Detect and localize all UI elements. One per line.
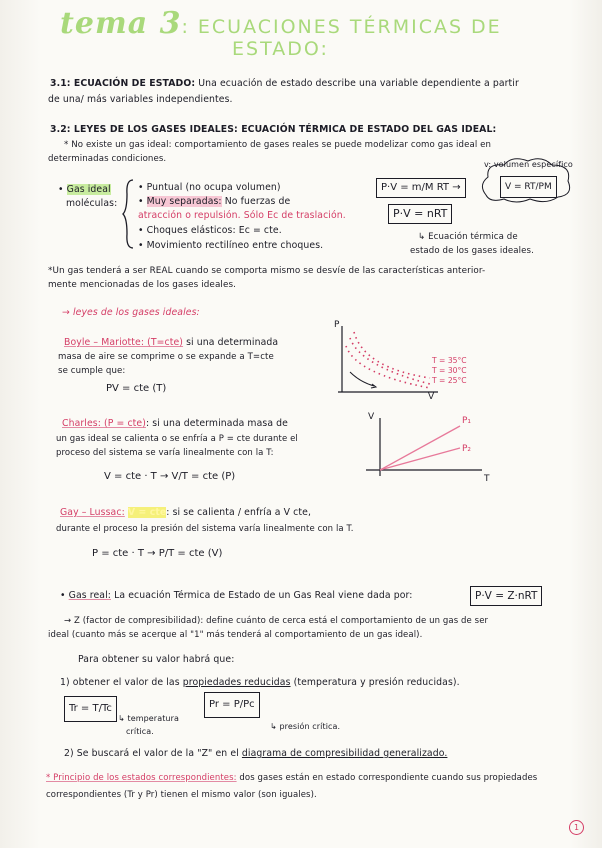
section-3-2-note-1: * No existe un gas ideal: comportamiento de gases reales se puede modelizar como gas ideal en bbox=[64, 140, 492, 150]
formula-caption-1: ↳ Ecuación térmica de bbox=[418, 232, 518, 242]
pr-formula: Pr = P/Pc bbox=[204, 692, 260, 718]
z-obtain: Para obtener su valor habrá que: bbox=[78, 654, 235, 665]
z-factor-line-2: ideal (cuanto más se acerque al "1" más tenderá al comportamiento de un gas ideal). bbox=[48, 630, 423, 640]
isotherm-2: T = 30°C bbox=[432, 366, 467, 375]
boyle-line-2: masa de aire se comprime o se expande a T=cte bbox=[58, 352, 274, 362]
charles-graph bbox=[360, 412, 500, 498]
real-gas-line: • Gas real: La ecuación Térmica de Estado de un Gas Real viene dada por: bbox=[60, 590, 413, 601]
charles-line-3: proceso del sistema se varía linealmente con la T: bbox=[56, 448, 274, 458]
z-step-2: 2) Se buscará el valor de la "Z" en el diagrama de compresibilidad generalizado. bbox=[64, 748, 448, 759]
charles-line-p1: P₁ bbox=[462, 416, 472, 426]
boyle-heading: Boyle – Mariotte: (T=cte) si una determinada bbox=[64, 337, 279, 348]
brace-icon bbox=[122, 178, 136, 250]
boyle-axis-v: V bbox=[428, 392, 435, 402]
charles-axis-v: V bbox=[368, 412, 375, 422]
prop-2: • Muy separadas: No fuerzas de bbox=[138, 196, 291, 207]
tr-formula: Tr = T/Tc bbox=[64, 696, 117, 722]
charles-line-2: un gas ideal se calienta o se enfría a P = cte durante el bbox=[56, 434, 298, 444]
laws-heading: → leyes de los gases ideales: bbox=[62, 307, 200, 318]
boyle-formula: PV = cte (T) bbox=[106, 383, 167, 394]
prop-1: • Puntual (no ocupa volumen) bbox=[138, 182, 281, 193]
principle-line-1: * Principio de los estados correspondientes: dos gases están en estado correspondiente cuando sus propiedades bbox=[46, 773, 538, 783]
section-3-1-text-1: Una ecuación de estado describe una variable dependiente a partir bbox=[198, 78, 519, 89]
section-3-1 bbox=[50, 78, 519, 89]
real-note-1: *Un gas tenderá a ser REAL cuando se comporta mismo se desvíe de las características anterior- bbox=[48, 266, 486, 276]
formula-box-mass: P·V = m/M RT → bbox=[376, 178, 466, 198]
section-3-2-heading: 3.2: LEYES DE LOS GASES IDEALES: ECUACIÓN TÉRMICA DE ESTADO DEL GAS IDEAL: bbox=[50, 124, 497, 135]
tr-caption-2: crítica. bbox=[126, 727, 154, 736]
title-rest-2: ESTADO: bbox=[232, 38, 329, 60]
real-note-2: mente mencionadas de los gases ideales. bbox=[48, 280, 237, 290]
prop-4: • Choques elásticos: Ec = cte. bbox=[138, 225, 282, 236]
cloud-note: v: volumen específico bbox=[484, 160, 573, 169]
isotherm-1: T = 35°C bbox=[432, 356, 467, 365]
title-word: tema 3 bbox=[60, 6, 182, 41]
page-title bbox=[60, 6, 502, 41]
prop-3: atracción o repulsión. Sólo Ec de traslación. bbox=[138, 210, 346, 221]
ideal-gas-label: • Gas ideal bbox=[58, 184, 111, 195]
real-gas-formula: P·V = Z·nRT bbox=[470, 586, 542, 606]
formula-caption-2: estado de los gases ideales. bbox=[410, 246, 534, 256]
isotherm-3: T = 25°C bbox=[432, 376, 467, 385]
title-rest-1: : ECUACIONES TÉRMICAS DE bbox=[181, 16, 502, 38]
section-3-2-note-2: determinadas condiciones. bbox=[48, 154, 167, 164]
z-step-1: 1) obtener el valor de las propiedades reducidas (temperatura y presión reducidas). bbox=[60, 677, 460, 688]
formula-box-specific-volume: V = RT/PM bbox=[500, 176, 557, 198]
section-3-1-text-2: de una/ más variables independientes. bbox=[48, 94, 233, 105]
prop-5: • Movimiento rectilíneo entre choques. bbox=[138, 240, 324, 251]
principle-line-2: correspondientes (Tr y Pr) tienen el mismo valor (son iguales). bbox=[46, 790, 317, 800]
boyle-line-3: se cumple que: bbox=[58, 366, 126, 376]
page-number: 1 bbox=[569, 820, 584, 835]
charles-formula: V = cte · T → V/T = cte (P) bbox=[104, 471, 236, 482]
charles-axis-t: T bbox=[484, 474, 490, 484]
formula-box-ideal: P·V = nRT bbox=[388, 204, 452, 224]
ideal-gas-sub: moléculas: bbox=[66, 198, 118, 209]
gay-lussac-line-2: durante el proceso la presión del sistema varía linealmente con la T. bbox=[56, 524, 354, 534]
section-3-1-heading: 3.1: ECUACIÓN DE ESTADO: bbox=[50, 78, 196, 89]
gay-lussac-heading: Gay – Lussac: V = cte: si se calienta / enfría a V cte, bbox=[60, 507, 311, 518]
gay-lussac-formula: P = cte · T → P/T = cte (V) bbox=[92, 548, 223, 559]
tr-caption-1: ↳ temperatura bbox=[118, 714, 179, 723]
charles-heading: Charles: (P = cte): si una determinada masa de bbox=[62, 418, 288, 429]
pr-caption: ↳ presión crítica. bbox=[270, 722, 341, 731]
z-factor-line-1: → Z (factor de compresibilidad): define cuánto de cerca está el comportamiento de un gas de ser bbox=[64, 616, 489, 626]
boyle-axis-p: P bbox=[334, 320, 340, 330]
charles-line-p2: P₂ bbox=[462, 444, 472, 454]
